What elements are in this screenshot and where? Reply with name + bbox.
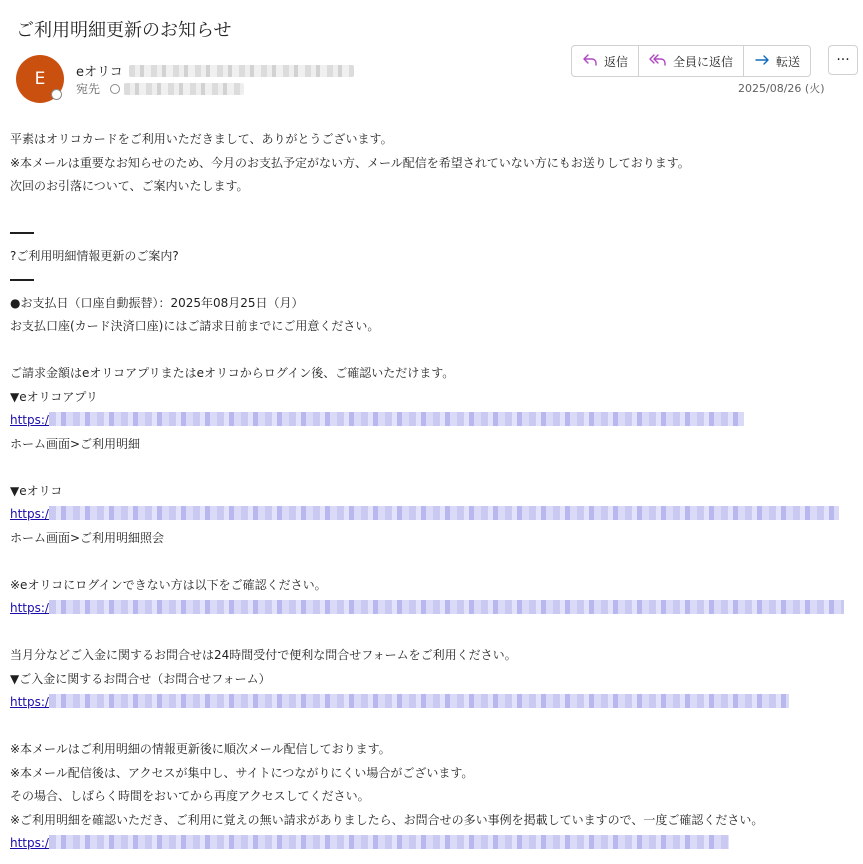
footer-line: ※本メールはご利用明細の情報更新後に順次メール配信しております。 [10,742,391,756]
email-date: 2025/08/26 (火) [738,82,825,95]
forward-label: 転送 [776,54,801,69]
forward-button[interactable] [744,46,810,76]
inquiry-heading: ▼ご入金に関するお問合せ（お問合せフォーム） [10,671,271,686]
divider [10,232,34,234]
reply-label: 返信 [604,54,629,69]
reply-button[interactable] [572,46,639,76]
footer-line: ※ご利用明細を確認いただき、ご利用に覚えの無い請求がありましたら、お問合せの多い事例を掲載していますので、一度ご確認ください。 [10,812,764,827]
web-heading: ▼eオリコ [10,483,63,498]
reply-all-icon [649,53,667,70]
payment-date: ●お支払日（口座自動振替）：2025年08月25日（月） [10,295,304,310]
to-label: 宛先 [76,82,101,96]
avatar-initial: E [34,69,46,89]
recipient-status-icon [110,84,120,94]
web-link[interactable]: https:/ [10,507,839,521]
body-line: 平素はオリコカードをご利用いただきまして、ありがとうございます。 [10,132,393,146]
payment-account-note: お支払口座(カード決済口座)にはご請求日前までにご用意ください。 [10,319,380,333]
body-line: 次回のお引落について、ご案内いたします。 [10,179,249,193]
footer-line: ※本メール配信後は、アクセスが集中し、サイトにつながりにくい場合がございます。 [10,765,474,780]
more-actions-button[interactable] [828,45,858,75]
login-note: ※eオリコにログインできない方は以下をご確認ください。 [10,577,327,592]
reply-icon [582,53,598,70]
web-path: ホーム画面>ご利用明細照会 [10,530,165,545]
inquiry-link[interactable]: https:/ [10,695,789,709]
presence-status-icon [51,89,62,100]
amount-note: ご請求金額はeオリコアプリまたはeオリコからログイン後、ご確認いただけます。 [10,366,455,380]
footer-line: その場合、しばらく時間をおいてから再度アクセスしてください。 [10,789,370,803]
login-help-link[interactable]: https:/ [10,601,844,615]
sender-row[interactable] [76,61,354,80]
divider [10,279,34,281]
app-heading: ▼eオリコアプリ [10,389,98,404]
email-body [10,128,855,856]
recipient-redacted[interactable] [124,83,244,95]
app-path: ホーム画面>ご利用明細 [10,436,141,451]
sender-name: eオリコ [76,65,123,80]
section-title: ?ご利用明細情報更新のご案内? [10,249,179,263]
reply-all-label: 全員に返信 [673,54,734,69]
reply-all-button[interactable] [639,46,744,76]
recipient-row [76,80,244,97]
body-line: ※本メールは重要なお知らせのため、今月のお支払予定がない方、メール配信を希望されていない方にもお送りしております。 [10,155,690,170]
email-subject: ご利用明細更新のお知らせ [16,20,232,41]
forward-icon [754,53,770,70]
message-actions [571,45,811,77]
inquiry-note: 当月分などご入金に関するお問合せは24時間受付で便利な問合せフォームをご利用ください。 [10,648,517,662]
more-icon: ··· [836,52,850,68]
app-link[interactable]: https:/ [10,413,744,427]
sender-email-redacted [129,65,354,77]
faq-link[interactable]: https:/ [10,836,729,850]
